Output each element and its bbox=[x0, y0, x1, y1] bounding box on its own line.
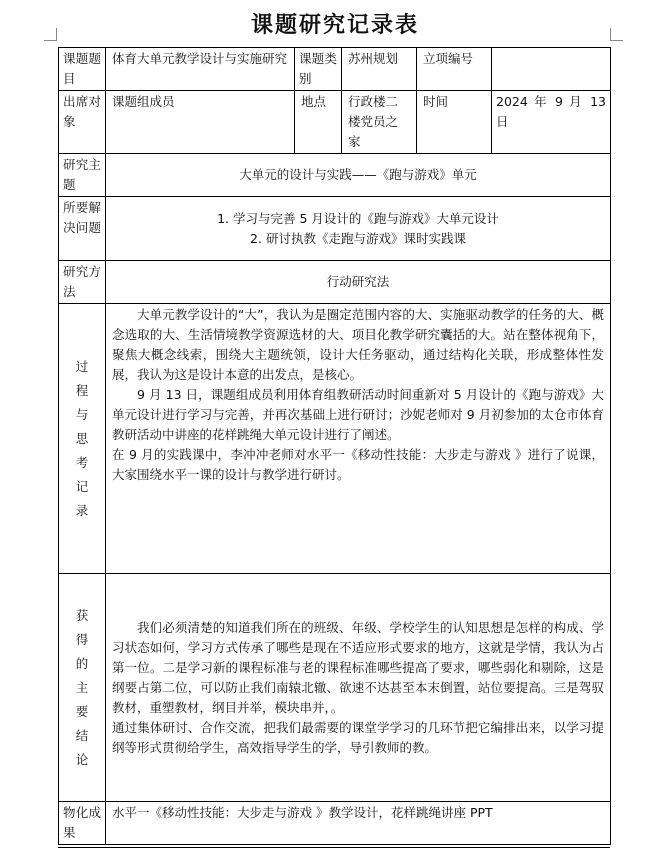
table-row bbox=[59, 261, 611, 304]
process-label-char: 记 bbox=[75, 478, 89, 494]
process-label-char: 与 bbox=[75, 406, 89, 422]
process-label-char: 录 bbox=[75, 502, 89, 518]
table-row bbox=[59, 91, 611, 154]
table-row bbox=[59, 304, 611, 574]
conclusion-label-char: 主 bbox=[75, 679, 89, 695]
document-title: 课题研究记录表 bbox=[250, 12, 419, 38]
list-item: 1. 学习与完善 5 月设计的《跑与游戏》大单元设计 bbox=[217, 210, 499, 226]
conclusion-paragraph: 我们必须清楚的知道我们所在的班级、年级、学校学生的认知思想是怎样的构成、学习状态如何，学习方式传承了哪些是现在不适应形式要求的地方，这就是学情，我认为占第一位。二是学习新的课程标准与老的课程标准哪些提高了要求，哪些弱化和剔除，这是纲要占第二位，可以防止我们南辕北辙、欲速不达甚至本末倒置，站位要提高。三是驾驭教材，重塑教材，纲目并举，模块串并，。 bbox=[112, 619, 604, 715]
results-value: 水平一《移动性技能：大步走与游戏 》教学设计，花样跳绳讲座 PPT bbox=[106, 802, 611, 845]
place-label: 地点 bbox=[295, 91, 342, 154]
conclusion-paragraph: 通过集体研讨、合作交流，把我们最需要的课堂学学习的几环节把它编排出来，以学习提纲等形式贯彻给学生，高效指导学生的学，导引教师的教。 bbox=[112, 719, 604, 755]
process-paragraph: 在 9 月的实践课中，李冲冲老师对水平一《移动性技能：大步走与游戏 》进行了说课，大家围绕水平一课的设计与教学进行研讨。 bbox=[112, 447, 604, 482]
topic-value: 体育大单元教学设计与实施研究 bbox=[106, 48, 295, 91]
table-row bbox=[59, 802, 611, 845]
problems-label: 所要解决问题 bbox=[59, 197, 106, 261]
process-label-char: 过 bbox=[75, 358, 89, 374]
time-value: 2024 年 9 月 13 日 bbox=[492, 91, 611, 154]
list-item: 2. 研讨执教《走跑与游戏》课时实践课 bbox=[250, 230, 466, 246]
process-content bbox=[106, 304, 611, 574]
process-paragraph: 大单元教学设计的“大”，我认为是圈定范围内容的大、实施驱动教学的任务的大、概念选取的大、生活情境教学资源选材的大、项目化教学研究囊括的大。站在整体视角下，聚焦大概念线索，围绕大主题统领，设计大任务驱动，通过结构化关联，形成整体性发展，我认为这是设计本意的出发点，是核心。 bbox=[112, 307, 604, 382]
conclusion-label-char: 得 bbox=[75, 631, 89, 647]
problems-list bbox=[112, 209, 604, 249]
type-label: 课题类别 bbox=[295, 48, 342, 91]
conclusion-label-char: 论 bbox=[75, 751, 89, 767]
process-paragraph: 9 月 13 日，课题组成员利用体育组教研活动时间重新对 5 月设计的《跑与游戏》大单元设计进行学习与完善，并再次基础上进行研讨；沙妮老师对 9 月初参加的太仓市体育教研活动中讲座的花样跳绳大单元设计进行了阐述。 bbox=[112, 387, 604, 442]
process-label-char: 思 bbox=[75, 430, 89, 446]
conclusion-label-char: 要 bbox=[75, 703, 89, 719]
record-table bbox=[58, 47, 611, 845]
place-value: 行政楼二楼党员之家 bbox=[342, 91, 417, 154]
table-row bbox=[59, 574, 611, 802]
attend-value: 课题组成员 bbox=[106, 91, 295, 154]
process-label-char: 考 bbox=[75, 454, 89, 470]
theme-label: 研究主题 bbox=[59, 154, 106, 197]
table-row bbox=[59, 48, 611, 91]
type-value: 苏州规划 bbox=[342, 48, 417, 91]
conclusion-label-char: 结 bbox=[75, 727, 89, 743]
conclusion-content bbox=[106, 574, 611, 802]
page-bottom-divider bbox=[58, 847, 610, 848]
table-row bbox=[59, 197, 611, 261]
conclusion-label bbox=[59, 574, 106, 802]
conclusion-label-char: 获 bbox=[75, 607, 89, 623]
topic-label: 课题题目 bbox=[59, 48, 106, 91]
problems-list-cell bbox=[106, 197, 611, 261]
process-label bbox=[59, 304, 106, 574]
attend-label: 出席对象 bbox=[59, 91, 106, 154]
number-label: 立项编号 bbox=[417, 48, 492, 91]
process-label-char: 程 bbox=[75, 382, 89, 398]
theme-value: 大单元的设计与实践——《跑与游戏》单元 bbox=[106, 154, 611, 197]
time-label: 时间 bbox=[417, 91, 492, 154]
results-label: 物化成果 bbox=[59, 802, 106, 845]
method-value: 行动研究法 bbox=[106, 261, 611, 304]
method-label: 研究方法 bbox=[59, 261, 106, 304]
number-value bbox=[492, 48, 611, 91]
conclusion-label-char: 的 bbox=[75, 655, 89, 671]
table-row bbox=[59, 154, 611, 197]
